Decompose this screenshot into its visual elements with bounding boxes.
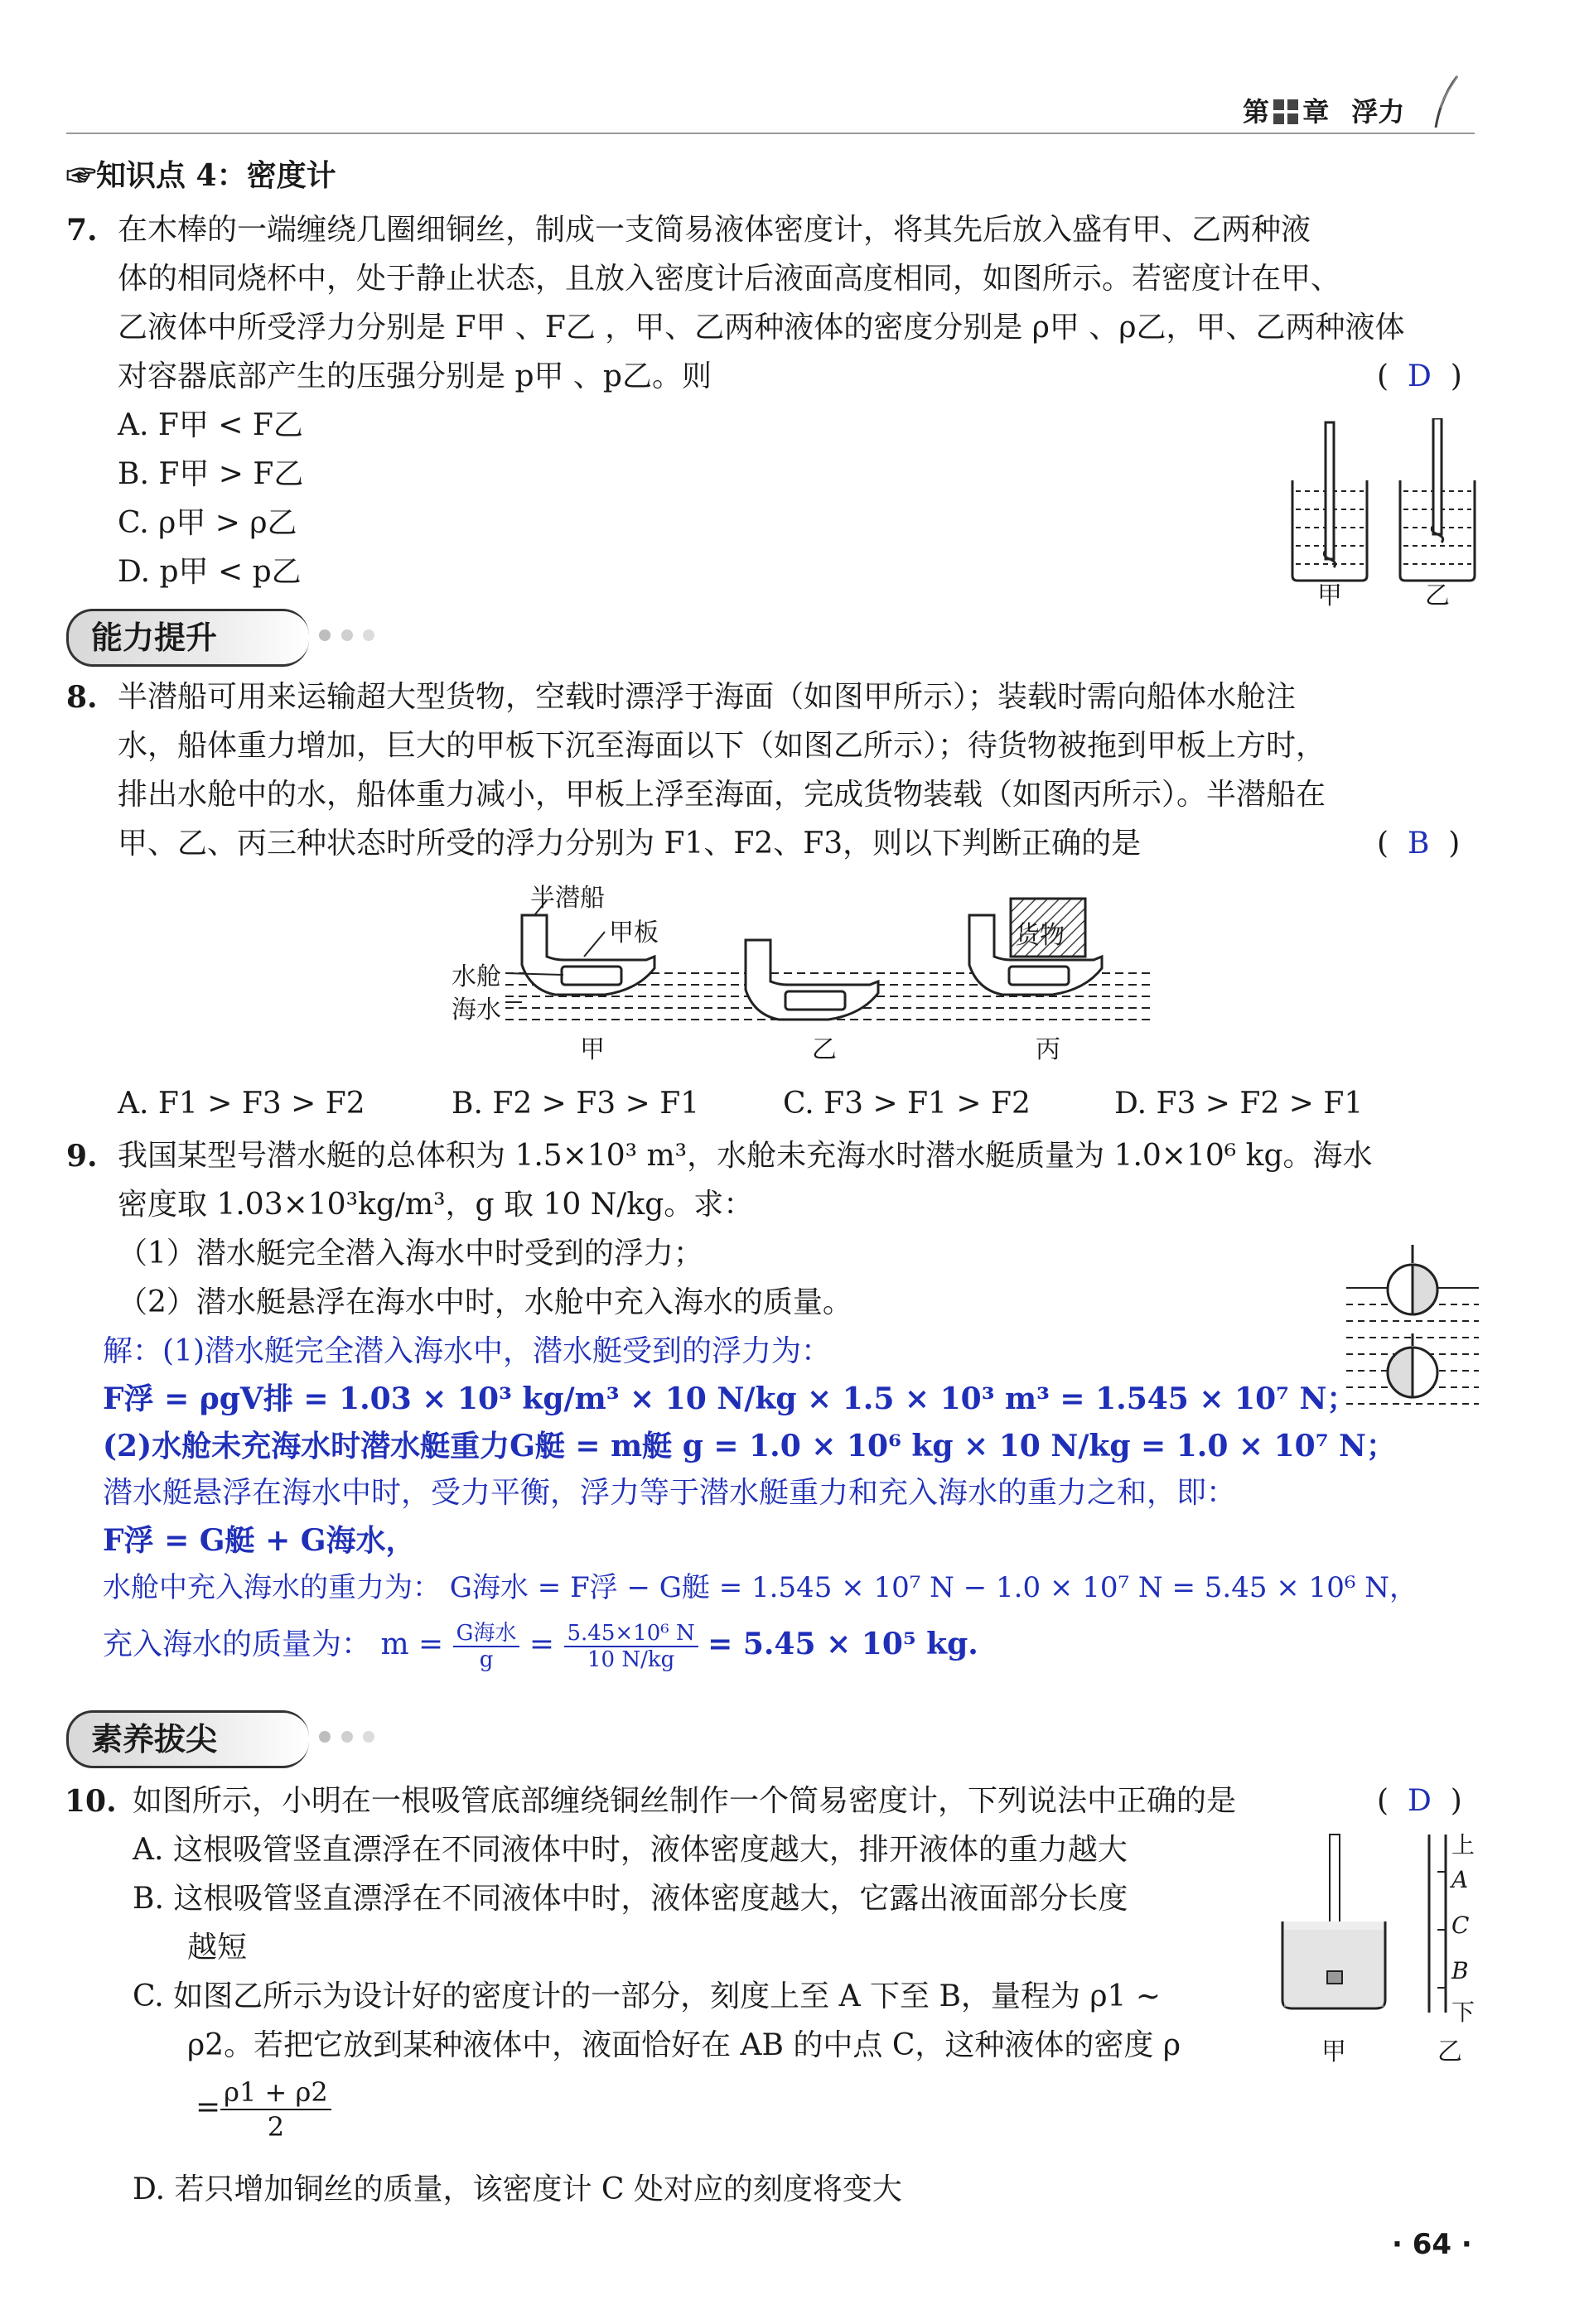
q10-option-c: C. 如图乙所示为设计好的密度计的一部分，刻度上至 A 下至 B，量程为 ρ1 ~	[133, 1979, 1162, 2013]
q10-fig-label-down: 下	[1451, 1999, 1476, 2026]
q10-fig-label-up: 上	[1451, 1831, 1476, 1859]
section-title-ability: 能力提升	[91, 620, 218, 656]
q9-solution-line-4: 潜水艇悬浮在海水中时，受力平衡，浮力等于潜水艇重力和充入海水的重力之和，即：	[103, 1476, 1237, 1510]
q8-line-1: 半潜船可用来运输超大型货物，空载时漂浮于海面（如图甲所示）；装载时需向船体水舱注	[118, 680, 1297, 714]
q10-stem: 如图所示，小明在一根吸管底部缠绕铜丝制作一个简易密度计，下列说法中正确的是	[133, 1784, 1237, 1818]
q9-solution-line-6: 水舱中充入海水的重力为： G海水 = F浮 − G艇 = 1.545 × 10⁷ N − 1.0 × 10⁷ N = 5.45 × 10⁶ N，	[103, 1571, 1418, 1604]
q9-line-1: 我国某型号潜水艇的总体积为 1.5×10³ m³，水舱未充海水时潜水艇质量为 1.0×10⁶ kg。海水	[118, 1139, 1373, 1173]
q9-solution-line-5: F浮 = G艇 + G海水，	[103, 1523, 416, 1558]
ship-yi	[746, 940, 878, 1020]
q9-part-2: （2）潜水艇悬浮在海水中时，水舱中充入海水的质量。	[118, 1285, 852, 1319]
q10-number: 10.	[65, 1784, 117, 1819]
beaker-jia	[1292, 422, 1367, 581]
q10-fig-label-b: B	[1451, 1957, 1469, 1984]
q8-line-4: 甲、乙、丙三种状态时所受的浮力分别为 F1、F2、F3，则以下判断正确的是	[118, 827, 1142, 861]
q8-fig-label-sea: 海水	[452, 996, 501, 1025]
kp4-heading	[66, 151, 336, 200]
q7-answer-bracket: ( D )	[1377, 359, 1462, 393]
q7-line-3: 乙液体中所受浮力分别是 F甲 、F乙 ，甲、乙两种液体的密度分别是 ρ甲 、ρ乙，甲、乙两种液体	[118, 311, 1405, 345]
q10-option-b: B. 这根吸管竖直漂浮在不同液体中时，液体密度越大，它露出液面部分长度	[133, 1882, 1128, 1916]
chapter-number-icon	[1273, 99, 1298, 124]
q8-line-2: 水，船体重力增加，巨大的甲板下沉至海面以下（如图乙所示）；待货物被拖到甲板上方时，	[118, 729, 1326, 763]
section-dot	[363, 1731, 374, 1743]
q9-frac-1	[453, 1621, 520, 1672]
q9-number: 9.	[66, 1139, 98, 1174]
q9-line-2: 密度取 1.03×10³kg/m³，g 取 10 N/kg。求：	[118, 1188, 754, 1222]
q10-option-d: D. 若只增加铜丝的质量，该密度计 C 处对应的刻度将变大	[133, 2172, 902, 2206]
q10-fig-label-yi: 乙	[1437, 2037, 1462, 2066]
q9-part-1: （1）潜水艇完全潜入海水中时受到的浮力；	[118, 1237, 703, 1270]
q8-answer-bracket: ( B )	[1377, 827, 1461, 861]
q8-option-b: B. F2 > F3 > F1	[452, 1087, 700, 1121]
page-number: · 64 ·	[1392, 2228, 1472, 2261]
section-dot	[341, 1731, 353, 1743]
chapter-header	[1243, 91, 1404, 129]
q7-answer: D	[1407, 359, 1432, 393]
q9-solution-line-2: F浮 = ρgV排 = 1.03 × 10³ kg/m³ × 10 N/kg × 1.5 × 10³ m³ = 1.545 × 10⁷ N；	[103, 1381, 1357, 1416]
header-rule	[66, 133, 1475, 134]
q8-fig-label-b: 乙	[812, 1035, 837, 1064]
q9-frac1-den: g	[479, 1647, 494, 1672]
q9-solution-line-7: 充入海水的质量为： m = $\frac{\text{G海水}}{g}$ = $\frac{\text{5.45×10⁶ N}}{10 N/kg}$ = 5.45 × 10⁵ kg.	[103, 1621, 978, 1672]
q10-frac-den: 2	[267, 2111, 285, 2143]
q10-option-a: A. 这根吸管竖直漂浮在不同液体中时，液体密度越大，排开液体的重力越大	[133, 1833, 1128, 1867]
q10-fig-label-jia: 甲	[1321, 2037, 1346, 2066]
q9-frac1-num: G海水	[453, 1621, 520, 1647]
q7-option-c: C. ρ甲 > ρ乙	[118, 506, 297, 540]
chapter-pre: 第	[1243, 96, 1270, 128]
q8-fig-label-cargo: 货物	[1015, 921, 1065, 950]
q8-fig-label-a: 甲	[580, 1035, 605, 1064]
q8-option-c: C. F3 > F1 > F2	[783, 1087, 1031, 1121]
q10-option-c-eq: = $\frac{\rho 1 + \rho 2}{2}$	[196, 2071, 331, 2145]
q7-option-a: A. F甲 < F乙	[118, 408, 303, 442]
q10-fig-label-c: C	[1451, 1912, 1470, 1939]
section-dot	[363, 629, 374, 641]
q8-fig-label-deck: 甲板	[609, 919, 659, 947]
q9-solution-line-3: (2)水舱未充海水时潜水艇重力G艇 = m艇 g = 1.0 × 10⁶ kg × 10 N/kg = 1.0 × 10⁷ N；	[103, 1429, 1396, 1463]
q7-fig-label-yi: 乙	[1425, 581, 1450, 610]
beaker-yi	[1400, 418, 1475, 581]
q10-frac	[220, 2076, 331, 2143]
q8-number: 8.	[66, 680, 98, 715]
q9-figure	[1342, 1238, 1483, 1425]
q10-fig-label-a: A	[1451, 1866, 1469, 1893]
kp4-label: 知识点 4：密度计	[96, 158, 336, 193]
q7-option-b: B. F甲 > F乙	[118, 457, 304, 491]
q9-mass-result: = 5.45 × 10⁵ kg.	[708, 1627, 978, 1661]
q7-figure	[1284, 418, 1483, 609]
q9-solution-line-1: 解：(1)潜水艇完全潜入海水中，潜水艇受到的浮力为：	[103, 1334, 831, 1368]
q10-answer-bracket: ( D )	[1377, 1784, 1462, 1818]
q7-line-4: 对容器底部产生的压强分别是 p甲 、p乙。则	[118, 359, 712, 393]
q9-mass-lead: 充入海水的质量为： m =	[103, 1627, 444, 1661]
q8-line-3: 排出水舱中的水，船体重力减小，甲板上浮至海面，完成货物装载（如图丙所示）。半潜船在	[118, 778, 1326, 812]
q8-fig-label-ship: 半潜船	[530, 884, 605, 913]
section-dot	[319, 629, 331, 641]
q7-line-2: 体的相同烧杯中，处于静止状态，且放入密度计后液面高度相同，如图所示。若密度计在甲、	[118, 262, 1341, 296]
submarine-floating	[1388, 1245, 1437, 1314]
q8-fig-label-c: 丙	[1036, 1035, 1060, 1064]
q10-option-c-cont: ρ2。若把它放到某种液体中，液面恰好在 AB 的中点 C，这种液体的密度 ρ	[187, 2028, 1181, 2062]
q7-number: 7.	[66, 213, 98, 248]
q10-figure-jia	[1276, 1830, 1392, 2021]
q8-option-a: A. F1 > F3 > F2	[118, 1087, 365, 1121]
q10-option-b-cont: 越短	[187, 1931, 248, 1965]
q8-option-d: D. F3 > F2 > F1	[1114, 1087, 1364, 1121]
pointing-hand-icon: ☞	[66, 158, 97, 193]
q8-answer: B	[1407, 827, 1430, 861]
section-dot	[319, 1731, 331, 1743]
q10-answer: D	[1407, 1784, 1432, 1818]
section-title-excellence: 素养拔尖	[91, 1721, 218, 1757]
q10-frac-num: ρ1 + ρ2	[220, 2076, 331, 2110]
submarine-submerged	[1388, 1333, 1437, 1397]
section-dot	[341, 629, 353, 641]
q9-frac2-num: 5.45×10⁶ N	[564, 1621, 698, 1647]
q9-frac2-den: 10 N/kg	[587, 1647, 675, 1672]
quill-icon	[1429, 75, 1462, 133]
chapter-title: 浮力	[1351, 96, 1405, 128]
q7-line-1: 在木棒的一端缠绕几圈细铜丝，制成一支简易液体密度计，将其先后放入盛有甲、乙两种液	[118, 213, 1311, 247]
q9-frac-2	[564, 1621, 698, 1672]
q7-option-d: D. p甲 < p乙	[118, 555, 302, 589]
q7-fig-label-jia: 甲	[1317, 581, 1342, 610]
q8-fig-label-tank: 水舱	[452, 962, 501, 991]
chapter-post: 章	[1302, 96, 1330, 128]
